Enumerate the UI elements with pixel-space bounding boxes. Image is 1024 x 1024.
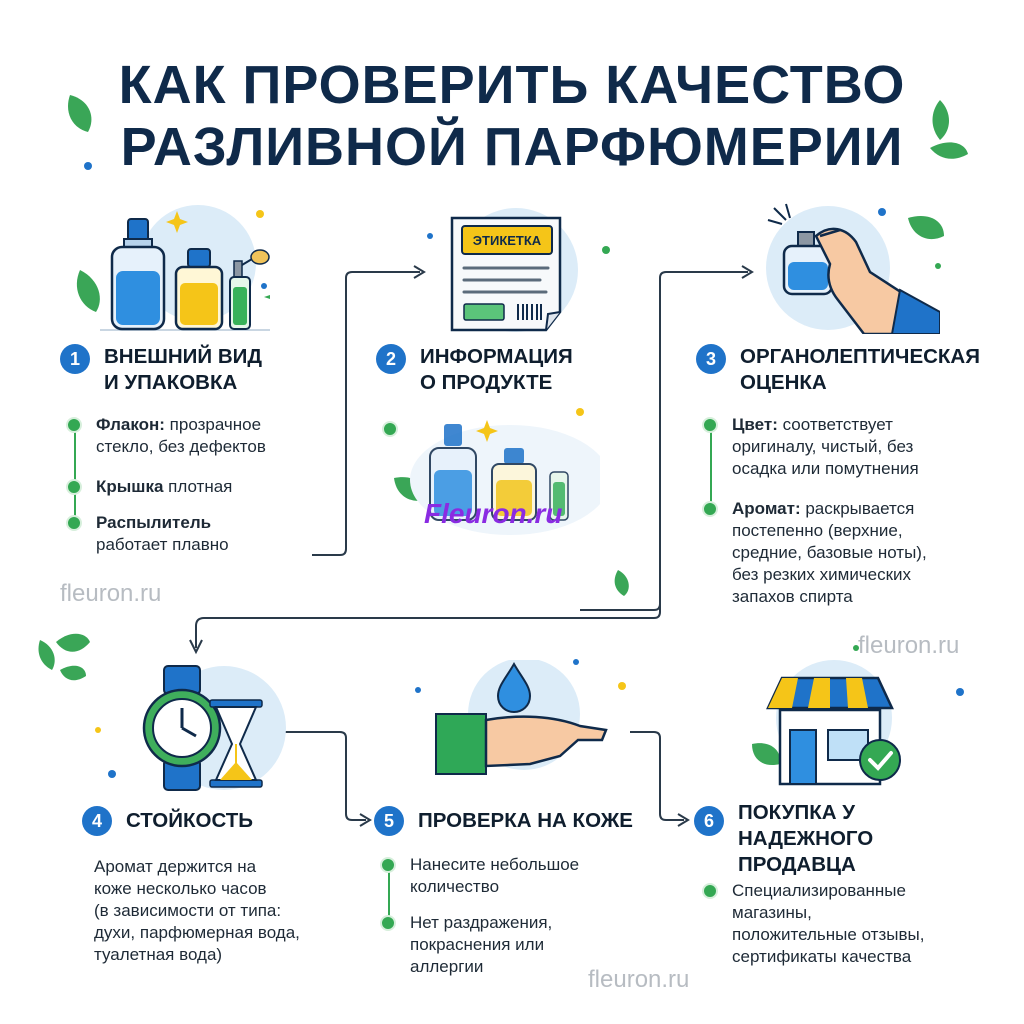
step-1-bullets [66, 414, 346, 556]
list-item: Специализированные магазины, положительные отзывы, сертификаты качества [702, 880, 1002, 968]
watermark-center: Fleuron.ru [424, 498, 563, 529]
list-item: Нанесите небольшое количество [380, 854, 640, 898]
step-4-header [82, 806, 253, 836]
step-6-bullets [702, 880, 1002, 968]
step-6-title: ПОКУПКА У НАДЕЖНОГО ПРОДАВЦА [738, 801, 874, 876]
step-5-bullets [380, 854, 640, 978]
step-4-number: 4 [82, 806, 112, 836]
watermark-bottom: fleuron.ru [588, 966, 690, 993]
step-5-title: ПРОВЕРКА НА КОЖЕ [418, 809, 633, 832]
list-item: Нет раздражения, покраснения или аллергии [380, 912, 640, 978]
watermark-left: fleuron.ru [60, 580, 162, 607]
step-2-bullet [382, 418, 398, 437]
step-3-number: 3 [696, 344, 726, 374]
step-6-number: 6 [694, 806, 724, 836]
step-4-title: СТОЙКОСТЬ [126, 809, 253, 832]
list-item: Крышка плотная [66, 476, 346, 498]
label-document-illustration [438, 204, 588, 334]
connector-3-4 [196, 600, 660, 648]
shop-illustration [758, 660, 918, 790]
step-3-header [696, 344, 980, 396]
step-5-number: 5 [374, 806, 404, 836]
step-6-header [694, 800, 873, 878]
spray-lines [768, 204, 790, 224]
step-1-header [60, 344, 262, 396]
step-1-title: ВНЕШНИЙ ВИД И УПАКОВКА [104, 345, 262, 394]
step-2-header [376, 344, 573, 396]
label-tag-text: ЭТИКЕТКА [472, 233, 542, 248]
page-title-line1: КАК ПРОВЕРИТЬ КАЧЕСТВО [118, 55, 906, 115]
bottles-illustration [100, 205, 270, 335]
list-item: Цвет: соответствует оригиналу, чистый, без осадка или помутнения [702, 414, 1002, 480]
list-item: Аромат: раскрывается постепенно (верхние, средние, базовые ноты), без резких химических запахов спирта [702, 498, 1002, 608]
check-badge-icon [860, 740, 900, 780]
skin-test-illustration [430, 660, 620, 780]
hand-icon [486, 717, 606, 766]
connector-4-5 [284, 732, 366, 820]
list-item: Распылитель работает плавно [66, 512, 346, 556]
page-title-line2: РАЗЛИВНОЙ ПАРФЮМЕРИИ [120, 117, 904, 177]
step-5-header [374, 806, 633, 836]
step-2-title: ИНФОРМАЦИЯ О ПРОДУКТЕ [420, 345, 573, 394]
step-3-title: ОРГАНОЛЕПТИЧЕСКАЯ ОЦЕНКА [740, 345, 980, 394]
hand-spray-illustration [760, 202, 940, 334]
watermark-right: fleuron.ru [858, 632, 960, 659]
step-2-number: 2 [376, 344, 406, 374]
list-item: Флакон: прозрачное стекло, без дефектов [66, 414, 346, 458]
connector-5-6 [630, 732, 684, 820]
step-1-number: 1 [60, 344, 90, 374]
watch-hourglass-illustration [140, 664, 290, 794]
step-3-bullets [702, 414, 1002, 608]
step-4-text: Аромат держится на коже несколько часов (в зависимости от типа: духи, парфюмерная вода, туалетная вода) [94, 857, 300, 964]
